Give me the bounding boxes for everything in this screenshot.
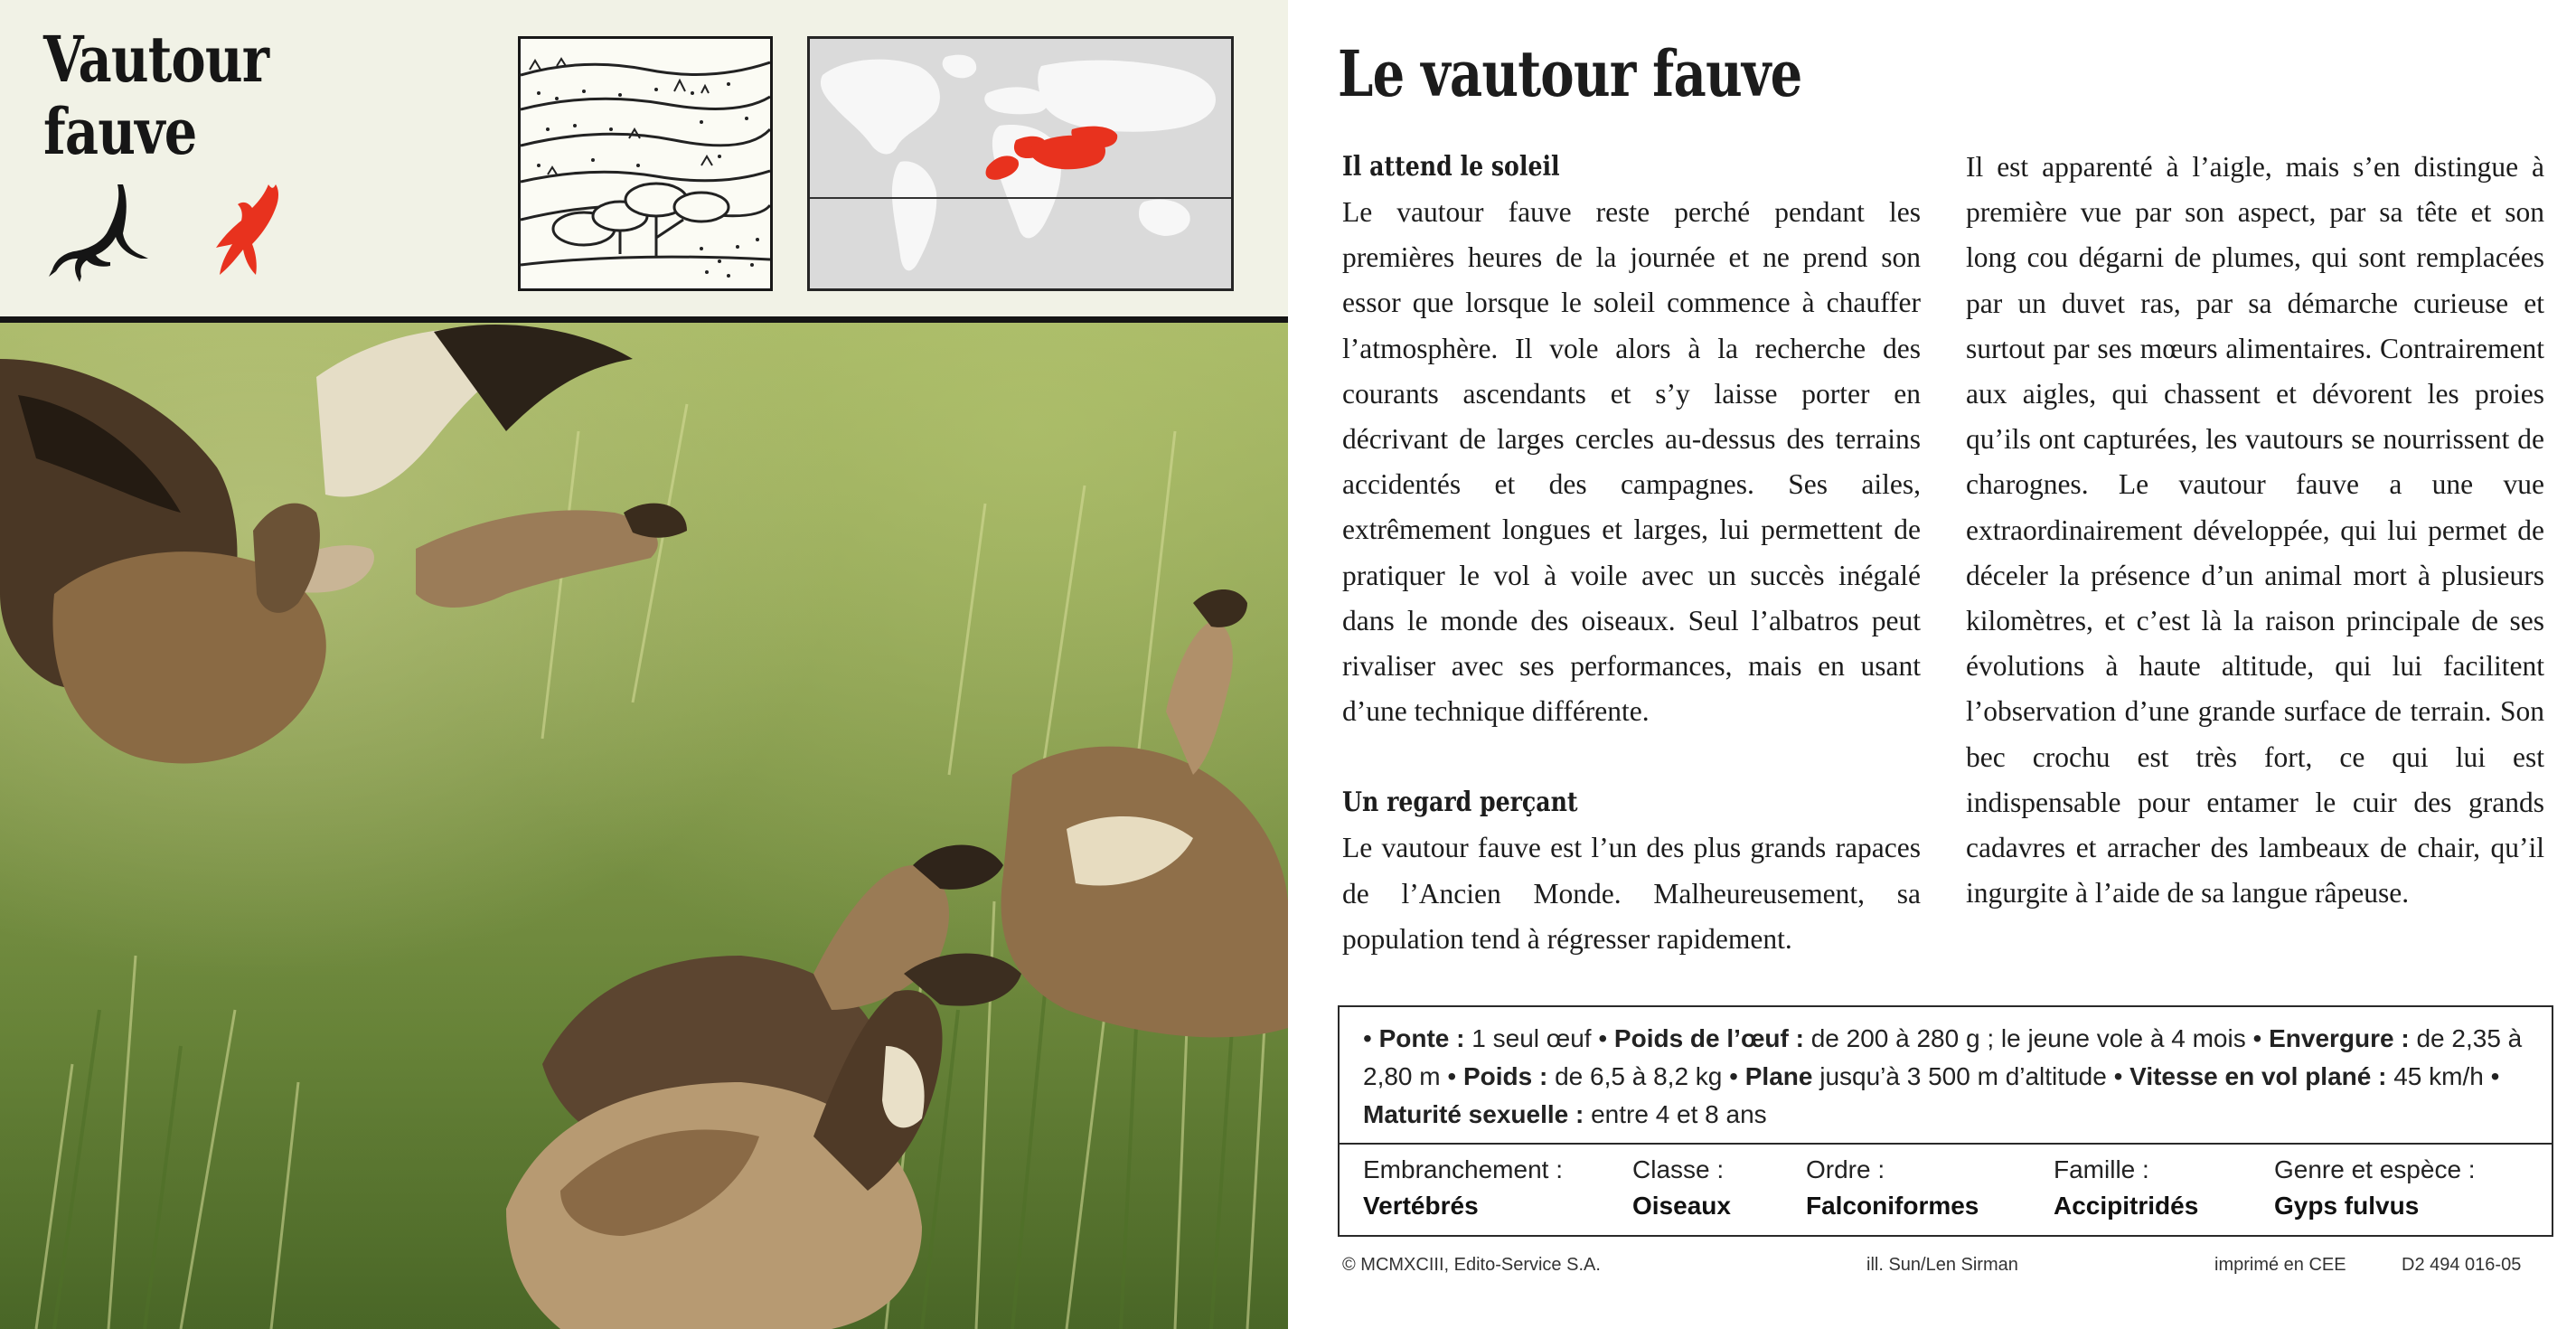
classification-value: Accipitridés [2054, 1192, 2199, 1220]
classification-classe [1632, 1152, 1731, 1224]
bullet: • [2490, 1062, 2500, 1090]
facts-text [1363, 1020, 2538, 1134]
species-card-back [1288, 0, 2576, 1329]
section-heading-2: Un regard perçant [1342, 787, 1578, 819]
egg-weight-value: de 200 à 280 g ; le jeune vole à 4 mois [1810, 1024, 2246, 1052]
egg-weight-label: Poids de l’œuf : [1613, 1024, 1804, 1052]
bullet: • [1447, 1062, 1457, 1090]
footer-code: D2 494 016-05 [2402, 1255, 2522, 1275]
page-title: Le vautour fauve [1338, 36, 1802, 111]
maturity-value: entre 4 et 8 ans [1591, 1100, 1767, 1128]
distribution-map [807, 36, 1234, 291]
facts-divider [1340, 1143, 2552, 1145]
bullet: • [1729, 1062, 1738, 1090]
speed-label: Vitesse en vol plané : [2129, 1062, 2387, 1090]
species-title [43, 24, 268, 168]
section-paragraph-3: Il est apparenté à l’aigle, mais s’en distingue à première vue par son aspect, par sa tête et son long cou dégarni de plumes, qui sont remplacées par un duvet ras, par sa démarche curieuse et surtout par ses mœurs alimentaires. Contrairement aux aigles, qui chassent et dévorent les proies qu’ils ont capturées, les vautours se nourrissent de charognes. Le vautour fauve a une vue extraordinairement développée, qui lui permet de déceler la présence d’un animal mort à plusieurs kilomètres, et c’est là la raison principale de ses évolutions à haute altitude, qui lui facilitent l’observation d’une grande surface de terrain. Son bec crochu est très fort, ce qui lui est indispensable pour entamer le cuir des grands cadavres et arracher des lambeaux de chair, qu’il ingurgite à l’aide de sa langue râpeuse. [1966, 151, 2544, 910]
text-column-left [1342, 145, 1921, 962]
vultures-in-grass-image [0, 323, 1288, 1329]
vulture-photo [0, 323, 1288, 1329]
weight-label: Poids : [1462, 1062, 1548, 1090]
card-header [0, 0, 1288, 323]
classification-value: Gyps fulvus [2274, 1192, 2420, 1220]
section-paragraph-2: Le vautour fauve est l’un des plus grands rapaces de l’Ancien Monde. Malheureusement, sa population tend à régresser rapidement. [1342, 832, 1921, 955]
maturity-label: Maturité sexuelle : [1363, 1100, 1584, 1128]
bullet: • [1363, 1024, 1372, 1052]
talon-icon [47, 181, 154, 282]
glide-label: Plane [1744, 1062, 1813, 1090]
footer-credit: ill. Sun/Len Sirman [1866, 1255, 2018, 1275]
section-heading-1: Il attend le soleil [1342, 151, 1560, 183]
facts-box [1338, 1005, 2553, 1237]
species-title-line1: Vautour [43, 22, 269, 97]
text-column-right [1966, 145, 2544, 916]
footer-printed: imprimé en CEE [2214, 1255, 2346, 1275]
section-paragraph-1: Le vautour fauve reste perché pendant les premières heures de la journée et ne prend son essor que lorsque le soleil commence à chauffer l’atmosphère. Il vole alors à la recherche des courants ascendants et s’y laisse porter en décrivant de larges cercles au-dessus des terrains accidentés et des campagnes. Ses ailes, extrêmement longues et larges, lui permettent de pratiquer le vol à voile avec un succès inégalé dans le monde des oiseaux. Seul l’albatros peut rivaliser avec ses performances, mais en usant d’une technique différente. [1342, 196, 1921, 728]
habitat-illustration [518, 36, 773, 291]
classification-label: Famille : [2054, 1155, 2149, 1183]
bullet: • [2113, 1062, 2123, 1090]
classification-row [1363, 1152, 2547, 1230]
bullet: • [2252, 1024, 2262, 1052]
classification-value: Oiseaux [1632, 1192, 1731, 1220]
classification-label: Ordre : [1806, 1155, 1885, 1183]
classification-famille [2054, 1152, 2198, 1224]
ponte-value: 1 seul œuf [1471, 1024, 1592, 1052]
classification-label: Classe : [1632, 1155, 1725, 1183]
glide-value: jusqu’à 3 500 m d’altitude [1819, 1062, 2107, 1090]
habitat-landscape-icon [521, 39, 770, 288]
wingspan-value: de 2,35 à 2,80 m [1363, 1024, 2523, 1090]
classification-value: Falconiformes [1806, 1192, 1979, 1220]
classification-embranchement [1363, 1152, 1563, 1224]
ponte-label: Ponte : [1378, 1024, 1465, 1052]
footer-copyright: © MCMXCIII, Edito-Service S.A. [1342, 1255, 1601, 1275]
wingspan-label: Envergure : [2269, 1024, 2410, 1052]
classification-label: Embranchement : [1363, 1155, 1563, 1183]
bird-in-flight-icon [211, 181, 283, 282]
speed-value: 45 km/h [2393, 1062, 2484, 1090]
world-distribution-map [810, 39, 1231, 288]
classification-label: Genre et espèce : [2274, 1155, 2476, 1183]
species-title-line2: fauve [43, 94, 197, 169]
classification-ordre [1806, 1152, 1979, 1224]
classification-value: Vertébrés [1363, 1192, 1479, 1220]
weight-value: de 6,5 à 8,2 kg [1555, 1062, 1723, 1090]
bullet: • [1598, 1024, 1608, 1052]
classification-genre-espece [2274, 1152, 2476, 1224]
